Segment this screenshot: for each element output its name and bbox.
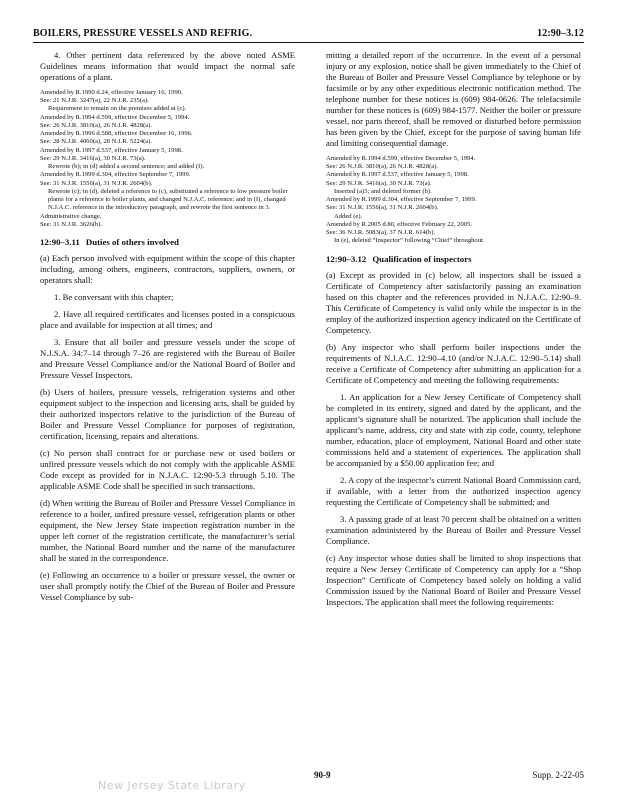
paragraph-a: (a) Each person involved with equipment within the scope of this chapter including, among others, engineers, contractors, suppliers, owners, or operators shall:	[40, 253, 295, 286]
section-number: 12:90–3.12	[326, 253, 367, 264]
paragraph-e-continued: mitting a detailed report of the occurrence. In the event of a personal injury or any explosion, notice shall be given immediately to the Chief of the Bureau of Boiler and Pressure Vessel Compliance by telephone or by facsimile or by any other expeditious electronic notification method. The telephone number for these notices is (609) 984-0626. The telefacsimile number for these notices is (609) 984-1577. Neither the boiler or pressure vessel, nor parts thereof, shall be removed or disturbed before permission has been given by the Chief, except for the purpose of saving human life and limiting consequential damage.	[326, 50, 581, 148]
paragraph-b-3: 3. A passing grade of at least 70 percent shall be obtained on a written examination administered by the Bureau of Boiler and Pressure Vessel Compliance.	[326, 513, 581, 546]
history-line: Requirement to remain on the premises added at (c).	[48, 105, 187, 113]
paragraph-b-2: 2. A copy of the inspector’s current National Board Commission card, if available, with a letter from the authorized inspection agency requesting the Certificate of Competency shall be submitted; and	[326, 474, 581, 507]
history-line: Amended by R.1997 d.537, effective January 5, 1998.	[40, 146, 183, 154]
history-line: Inserted (a)3; and deleted former (b).	[334, 187, 432, 195]
paragraph-a-3: 3. Ensure that all boiler and pressure vessels under the scope of N.J.S.A. 34:7–14 through 7–26 are registered with the Bureau of Boiler and Pressure Vessel Compliance and/or the National Board of Boiler and Pressure Vessel Inspectors.	[40, 337, 295, 381]
history-line: See: 29 N.J.R. 3416(a), 30 N.J.R. 73(a).	[40, 154, 146, 162]
paragraph-b: (b) Any inspector who shall perform boiler inspections under the requirements of N.J.A.C. 12:90–4.10 (and/or N.J.A.C. 12:90–5.14) shall receive a Certificate of Competency after submitting an application for a Certificate of Competency and meeting the following requirements:	[326, 341, 581, 385]
paragraph-e: (e) Following an occurrence to a boiler or pressure vessel, the owner or user shall promptly notify the Chief of the Bureau of Boiler and Pressure Vessel Compliance by sub-	[40, 570, 295, 603]
history-line: Amended by R.1996 d.588, effective December 16, 1996.	[40, 130, 193, 138]
history-notes-3-11	[326, 155, 581, 246]
history-line: Amended by R.1997 d.537, effective January 5, 1998.	[326, 171, 469, 179]
supplement-date: Supp. 2-22-05	[532, 770, 584, 780]
section-title: Duties of others involved	[85, 236, 179, 247]
history-line: Amended by R.2005 d.80, effective February 22, 2005.	[326, 220, 473, 228]
paragraph-b: (b) Users of boilers, pressure vessels, refrigeration systems and other equipment subject to the inspection and licensing acts, shall be guided by their authorized inspectors relative to the jurisdiction of the Bureau of Boiler and Pressure Vessel Compliance for purposes of registration, certification, licensing, repairs and alterations.	[40, 387, 295, 442]
history-line: See: 31 N.J.R. 1556(a), 31 N.J.R. 2604(b).	[40, 179, 153, 187]
section-heading-3-11	[40, 237, 295, 248]
running-header	[33, 28, 584, 42]
history-line: See: 31 N.J.R. 1556(a), 31 N.J.R. 2604(b).	[326, 204, 439, 212]
left-column	[40, 50, 295, 609]
paragraph-a-2: 2. Have all required certificates and licenses posted in a conspicuous place and available for inspection at all times; and	[40, 309, 295, 331]
section-title: Qualification of inspectors	[372, 253, 472, 264]
paragraph-c: (c) Any inspector whose duties shall be limited to shop inspections that require a New Jersey Certificate of Competency can apply for a “Shop Inspection” Certificate of Competency based solely on holding a valid Commission issued by the National Board of Boiler and Pressure Vessel Inspectors. The application shall meet the following requirements:	[326, 552, 581, 607]
header-title: BOILERS, PRESSURE VESSELS AND REFRIG.	[33, 28, 253, 39]
page-number: 90-9	[314, 770, 331, 780]
history-line: See: 26 N.J.R. 3810(a), 26 N.J.R. 4828(a).	[40, 121, 153, 129]
history-line: Added (e).	[334, 212, 363, 220]
right-column	[326, 50, 581, 614]
history-notes-3-10	[40, 89, 295, 229]
header-section-range: 12:90–3.12	[537, 28, 584, 39]
history-line: Amended by R.1999 d.304, effective September 7, 1999.	[326, 196, 477, 204]
history-line: See: 26 N.J.R. 3810(a), 26 N.J.R. 4828(a).	[326, 163, 439, 171]
paragraph-a: (a) Except as provided in (c) below, all inspectors shall be issued a Certificate of Competency after satisfactorily passing an examination based on this chapter and the references provided in N.J.A.C. 12:90–9. This Certificate of Competency is valid only while the inspector is in the employ of the authorized inspection agency indicated on the Certificate of Competency.	[326, 269, 581, 335]
history-line: See: 21 N.J.R. 3247(a), 22 N.J.R. 235(a).	[40, 97, 149, 105]
history-line: Administrative change.	[40, 212, 102, 220]
history-line: Amended by R.1994 d.599, effective December 5, 1994.	[326, 155, 476, 162]
paragraph-item-4: 4. Other pertinent data referenced by the above noted ASME Guidelines means information that would impact the normal safe operations of a plant.	[40, 50, 295, 82]
history-line: Amended by R.1994 d.599, effective December 5, 1994.	[40, 113, 190, 121]
history-line: In (e), deleted “Inspector” following “Chief” throughout.	[334, 237, 485, 245]
history-line: Rewrote (b); in (d) added a second sentence; and added (f).	[48, 163, 205, 171]
paragraph-a-1: 1. Be conversant with this chapter;	[54, 292, 174, 303]
paragraph-c: (c) No person shall contract for or purchase new or used boilers or unfired pressure vessels which do not comply with the applicable ASME Code except as provided for in N.J.A.C. 12:90-5.3 through 5.10. The applicable ASME Code shall be specified in such transactions.	[40, 448, 295, 492]
library-watermark: New Jersey State Library	[98, 779, 246, 792]
history-line: Rewrote (c); in (d), deleted a reference to (c), substituted a reference to low pressure boiler plants for a reference to boiler plants, and changed N.J.A.C. reference; and in (f), changed N.J.A.C. reference in the introductory paragraph, and rewrote the first sentence in 3.	[48, 187, 288, 212]
paragraph-d: (d) When writing the Bureau of Boiler and Pressure Vessel Compliance in reference to a boiler, unfired pressure vessel, refrigeration plants or other equipment, the New Jersey State inspection registration number in the upper left corner of the registration certificate, the manufacturer’s serial number, the National Board number and the name of the manufacturer shall be stated in the correspondence.	[40, 498, 295, 564]
history-line: Amended by R.1990 d.24, effective January 16, 1990.	[40, 89, 183, 96]
history-line: See: 28 N.J.R. 4060(a), 28 N.J.R. 5224(a).	[40, 138, 153, 146]
history-line: Amended by R.1999 d.304, effective September 7, 1999.	[40, 171, 191, 179]
history-line: See: 31 N.J.R. 3626(b).	[40, 220, 103, 228]
section-number: 12:90–3.11	[40, 236, 80, 247]
section-heading-3-12	[326, 254, 581, 265]
history-line: See: 29 N.J.R. 3416(a), 30 N.J.R. 73(a).	[326, 179, 432, 187]
history-line: See: 36 N.J.R. 5083(a), 37 N.J.R. 614(b).	[326, 229, 436, 237]
paragraph-b-1: 1. An application for a New Jersey Certificate of Competency shall be completed in its entirety, signed and dated by the applicant, and the applicant’s signature shall be notarized. The application shall include the applicant’s name, address, city and state with zip code, county, telephone number, education, place of employment, National Board and other state commissions held and a statement of experiences. The application shall be accompanied by a $50.00 application fee; and	[326, 391, 581, 468]
header-rule	[33, 42, 584, 43]
